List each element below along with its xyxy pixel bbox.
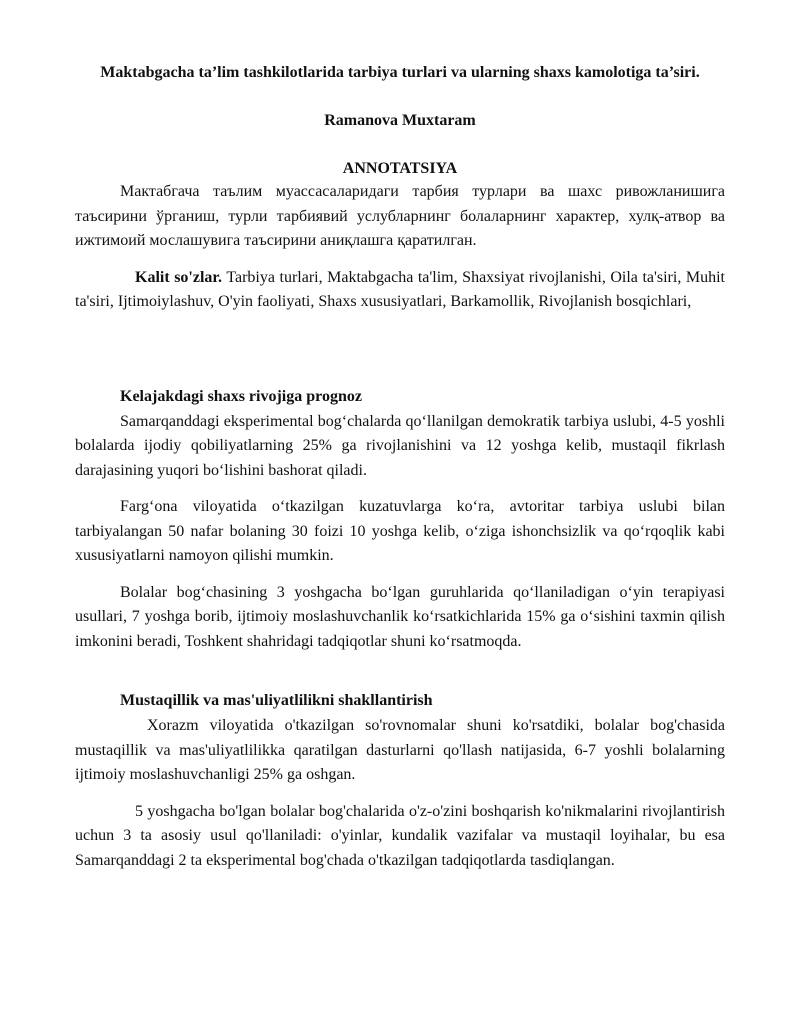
section1-paragraph: Bolalar bog‘chasining 3 yoshgacha bo‘lgan guruhlarida qo‘llaniladigan o‘yin terapiyasi usullari, 7 yoshga borib, ijtimoiy moslashuvchanlik ko‘rsatkichlarida 15% ga o‘sishini taxmin qilish imkonini beradi, Toshkent shahridagi tadqiqotlar shuni ko‘rsatmoqda. [75, 583, 725, 650]
section1-paragraph: Farg‘ona viloyatida o‘tkazilgan kuzatuvlarga ko‘ra, avtoritar tarbiya uslubi bilan tarbiyalangan 50 nafar bolaning 30 foizi 10 yoshga kelib, o‘ziga ishonchsizlik va qo‘rqoqlik kabi xususiyatlarni namoyon qilishi mumkin. [75, 498, 725, 564]
keywords-label: Kalit so'zlar. [135, 268, 223, 286]
keywords-paragraph [75, 266, 725, 315]
section2-paragraph: 5 yoshgacha bo'lgan bolalar bog'chalarida o'z-o'zini boshqarish ko'nikmalarini rivojlantirish uchun 3 ta asosiy usul qo'llaniladi: o'yinlar, kundalik vazifalar va mustaqil loyihalar, bu esa Samarqanddagi 2 ta eksperimental bog'chada o'tkazilgan tadqiqotlarda tasdiqlangan. [75, 802, 725, 869]
section-heading-independence: Mustaqillik va mas'uliyatlilikni shakllantirish [120, 692, 433, 709]
section2-paragraph: Xorazm viloyatida o'tkazilgan so'rovnomalar shuni ko'rsatdiki, bolalar bog'chasida mustaqillik va mas'uliyatlilikka qaratilgan dasturlarni qo'llash natijasida, 6-7 yoshli bolalarning ijtimoiy moslashuvchanligi 25% ga oshgan. [75, 717, 725, 783]
annotation-heading: ANNOTATSIYA [342, 160, 458, 177]
document-title: Maktabgacha ta’lim tashkilotlarida tarbiya turlari va ularning shaxs kamolotiga ta’siri. [100, 64, 700, 81]
annotation-text: Мактабгача таълим муассасаларидаги тарбия турлари ва шахс ривожланишига таъсирини ўрганиш, турли тарбиявий услубларнинг болаларнинг характер, хулқ-атвор ва ижтимоий мослашувига таъсирини аниқлашга қаратилган. [75, 183, 725, 249]
section1-paragraph: Samarqanddagi eksperimental bog‘chalarda qo‘llanilgan demokratik tarbiya uslubi, 4-5 yoshli bolalarda ijodiy qobiliyatlarning 25% ga rivojlanishini va 12 yoshga kelib, mustaqil fikrlash darajasining yuqori bo‘lishini bashorat qiladi. [75, 412, 725, 479]
keywords-text: Tarbiya turlari, Maktabgacha ta'lim, Shaxsiyat rivojlanishi, Oila ta'siri, Muhit ta'siri, Ijtimoiylashuv, O'yin faoliyati, Shaxs xususiyatlari, Barkamollik, Rivojlanish bosqichlari, [75, 268, 725, 310]
section-heading-forecast: Kelajakdagi shaxs rivojiga prognoz [120, 387, 362, 405]
document-page [75, 62, 725, 873]
author-name: Ramanova Muxtaram [324, 112, 476, 129]
